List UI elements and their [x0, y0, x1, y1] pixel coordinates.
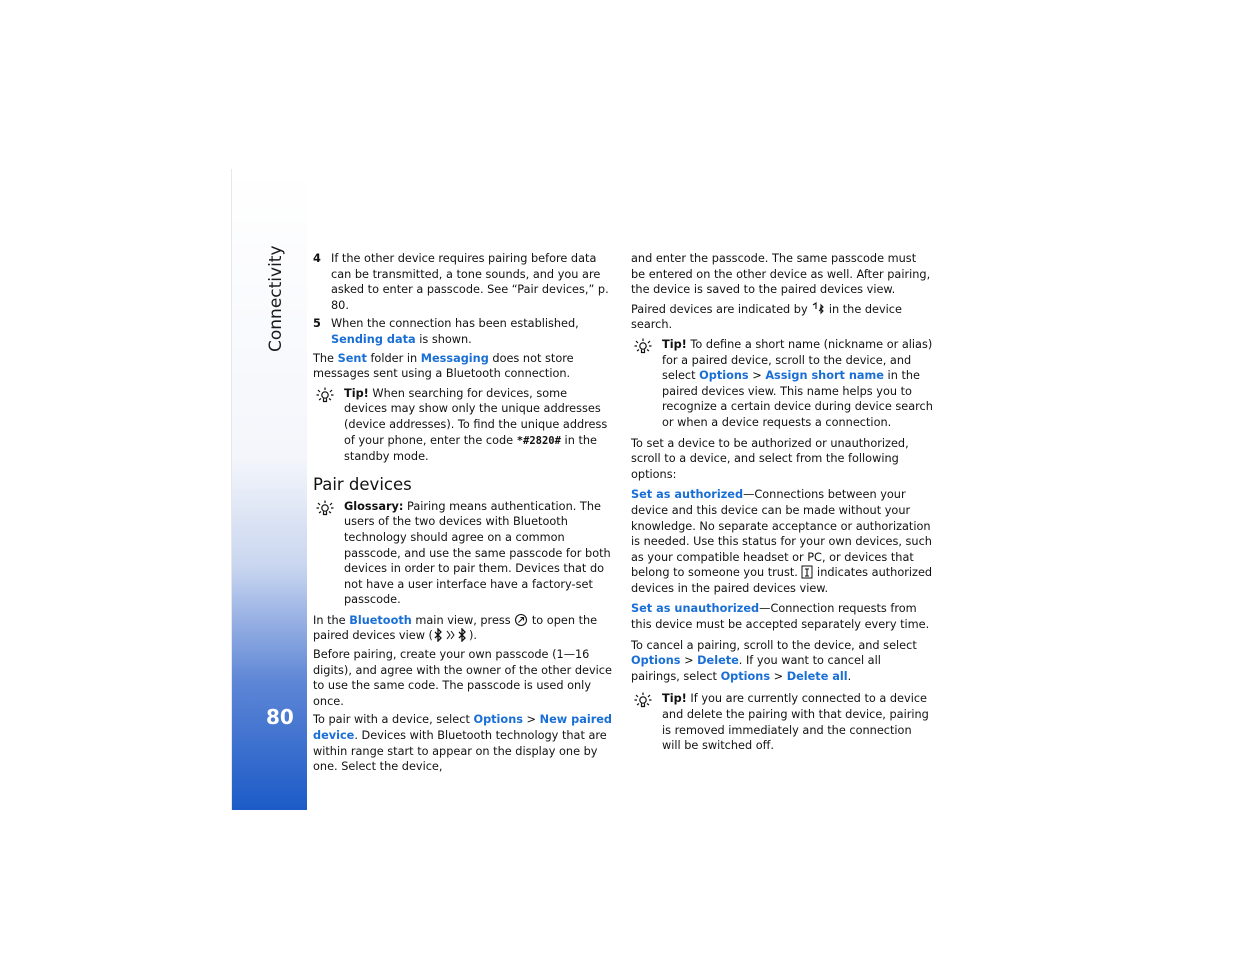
glossary-text: Pairing means authentication. The users of the two devices with Bluetooth technology should agree on a common passcode, and use the same passcode for both devices in order to pair them. Devices that do not have a user interface have a factory-set passcode. [344, 499, 611, 607]
messaging-link[interactable]: Messaging [420, 351, 489, 365]
text: ). [468, 629, 477, 643]
paired-device-icon [811, 302, 825, 316]
left-column [313, 251, 613, 778]
lightbulb-icon [315, 386, 335, 406]
new-paired-device-link[interactable]: New paired device [313, 713, 613, 743]
text: . Devices with Bluetooth technology that are within range start to appear on the display one by one. Select the device, [313, 729, 607, 774]
section-heading: Pair devices [313, 474, 412, 494]
text: indicates authorized devices in the paired devices view. [631, 566, 933, 595]
text: —Connection requests from this device must be accepted separately every time. [631, 602, 930, 632]
set-as-unauthorized-link[interactable]: Set as unauthorized [631, 602, 760, 616]
tip-text: If you are currently connected to a device and delete the pairing with that device, pairing is removed immediately and the connection will be switched off. [662, 692, 929, 753]
step-number: 5 [313, 317, 321, 331]
text: The [313, 351, 338, 365]
bluetooth-link[interactable]: Bluetooth [349, 613, 412, 627]
tip-text: When searching for devices, some devices may show only the unique addresses (device addresses). To find the unique address of your phone, enter the code [344, 386, 608, 447]
bluetooth-view-paragraph [313, 613, 613, 644]
assign-short-name-link[interactable]: Assign short name [765, 369, 884, 383]
glossary-label: Glossary: [344, 499, 404, 513]
authorized-device-icon [801, 565, 813, 579]
tip-search [313, 386, 613, 465]
text: Paired devices are indicated by [631, 302, 812, 316]
tip-text: To define a short name (nickname or alias) for a paired device, scroll to the device, and select [662, 337, 933, 383]
step-text: When the connection has been established, [331, 317, 579, 331]
text: To pair with a device, select [313, 713, 474, 727]
text: . [847, 669, 852, 683]
step-4 [313, 251, 613, 313]
sending-data-link[interactable]: Sending data [331, 332, 416, 346]
separator: > [522, 713, 540, 727]
code: *#2820# [516, 434, 561, 447]
tip-text: in the paired devices view. This name helps you to recognize a certain device during device search or when a device requests a connection. [662, 369, 933, 429]
text: —Connections between your device and this device can be made without your knowledge. No separate acceptance or authorization is needed. Use this status for your own devices, such as your compatible headset or PC, or devices that belong to someone you trust. [631, 488, 932, 580]
set-as-authorized-link[interactable]: Set as authorized [631, 488, 744, 502]
lightbulb-icon [633, 337, 653, 357]
tip-text: in the standby mode. [344, 433, 597, 464]
unauthorized-paragraph [631, 601, 933, 632]
set-auth-paragraph: To set a device to be authorized or unauthorized, scroll to a device, and select from the following options: [631, 436, 909, 481]
before-pairing-paragraph: Before pairing, create your own passcode (1—16 digits), and agree with the owner of the other device to use the same code. The passcode is used only once. [313, 648, 612, 708]
separator: > [748, 369, 766, 383]
right-column [631, 251, 933, 759]
tip-delete-connected [631, 691, 933, 753]
paired-indicator-paragraph [631, 302, 933, 333]
text: does not store messages sent using a Bluetooth connection. [313, 351, 574, 381]
menu-key-icon [514, 613, 528, 627]
options-link[interactable]: Options [699, 369, 749, 383]
bluetooth-icon [433, 628, 469, 642]
page-number: 80 [266, 705, 294, 729]
text: In the [313, 613, 350, 627]
text: main view, press [411, 613, 515, 627]
options-link[interactable]: Options [720, 669, 771, 683]
delete-all-link[interactable]: Delete all [786, 669, 848, 683]
text: in the device search. [631, 302, 902, 332]
text: . If you want to cancel all pairings, select [631, 654, 881, 683]
section-title: Connectivity [266, 245, 286, 352]
delete-link[interactable]: Delete [697, 654, 739, 668]
options-link[interactable]: Options [473, 713, 523, 727]
tip-label: Tip! [662, 692, 687, 706]
tip-short-name [631, 337, 933, 431]
authorized-paragraph [631, 487, 933, 596]
text: folder in [366, 351, 421, 365]
step-number: 4 [313, 252, 321, 265]
cancel-pairing-paragraph [631, 638, 933, 685]
options-link[interactable]: Options [631, 654, 681, 668]
continued-paragraph: and enter the passcode. The same passcode must be entered on the other device as well. After pairing, the device is saved to the paired devices view. [631, 252, 931, 297]
separator: > [770, 669, 787, 683]
to-pair-paragraph [313, 712, 613, 774]
lightbulb-icon [315, 499, 335, 519]
sent-paragraph [313, 351, 613, 382]
sent-link[interactable]: Sent [337, 351, 367, 365]
tip-label: Tip! [662, 337, 687, 351]
separator: > [680, 654, 698, 668]
tip-label: Tip! [344, 386, 369, 400]
lightbulb-icon [633, 691, 653, 711]
glossary-note [313, 499, 613, 608]
text: to open the paired devices view ( [313, 613, 598, 643]
text: To cancel a pairing, scroll to the device, and select [631, 638, 917, 652]
step-text: is shown. [415, 332, 472, 346]
step-text: If the other device requires pairing before data can be transmitted, a tone sounds, and you are asked to enter a passcode. See “Pair devices,” p. 80. [331, 252, 609, 312]
step-5 [313, 316, 613, 347]
